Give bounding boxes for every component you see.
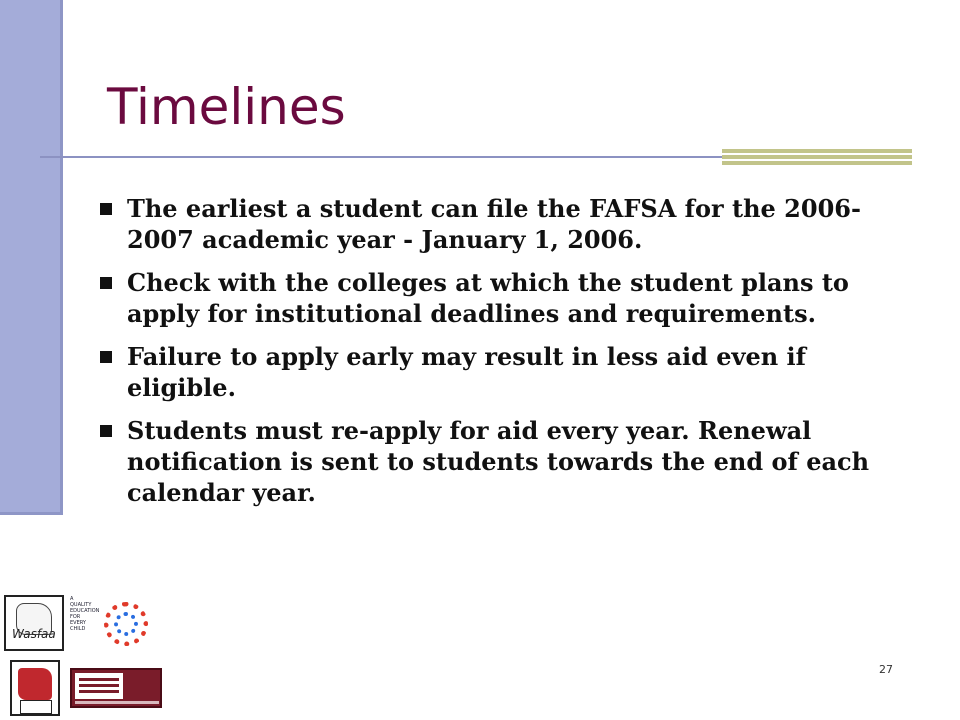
square-bullet-icon	[100, 351, 112, 363]
bullet-text: Check with the colleges at which the student plans to apply for institutional deadlines and requirements.	[127, 268, 849, 328]
square-bullet-icon	[100, 203, 112, 215]
bullet-item-2	[100, 267, 900, 329]
square-bullet-icon	[100, 425, 112, 437]
hpab-badge	[20, 700, 52, 714]
bullet-text: Failure to apply early may result in less aid even if eligible.	[127, 342, 806, 402]
great-lakes-logo	[70, 668, 162, 708]
promise-tagline: A QUALITY EDUCATION FOR EVERY CHILD	[70, 596, 100, 632]
bullet-item-1	[100, 193, 900, 255]
wasfaa-logo-text: Wasfaa	[12, 627, 56, 641]
bullet-list	[100, 193, 900, 520]
slide-title: Timelines	[107, 78, 346, 136]
square-bullet-icon	[100, 277, 112, 289]
bullet-text: The earliest a student can file the FAFSA for the 2006-2007 academic year - January 1, 2006.	[127, 194, 861, 254]
wisconsin-map-icon	[18, 668, 52, 700]
building-icon	[75, 673, 123, 699]
wisconsin-promise-logo	[68, 594, 154, 656]
bullet-item-4	[100, 415, 900, 508]
children-circle-inner-icon	[114, 612, 138, 636]
decorative-side-bar	[0, 0, 63, 515]
hpab-logo	[10, 660, 60, 716]
bullet-item-3	[100, 341, 900, 403]
slide-number: 27	[879, 663, 893, 676]
title-divider-accent	[722, 149, 912, 165]
wasfaa-logo	[4, 595, 64, 651]
great-lakes-caption	[75, 701, 159, 704]
bullet-text: Students must re-apply for aid every year. Renewal notification is sent to students towards the end of each calendar year.	[127, 416, 870, 507]
